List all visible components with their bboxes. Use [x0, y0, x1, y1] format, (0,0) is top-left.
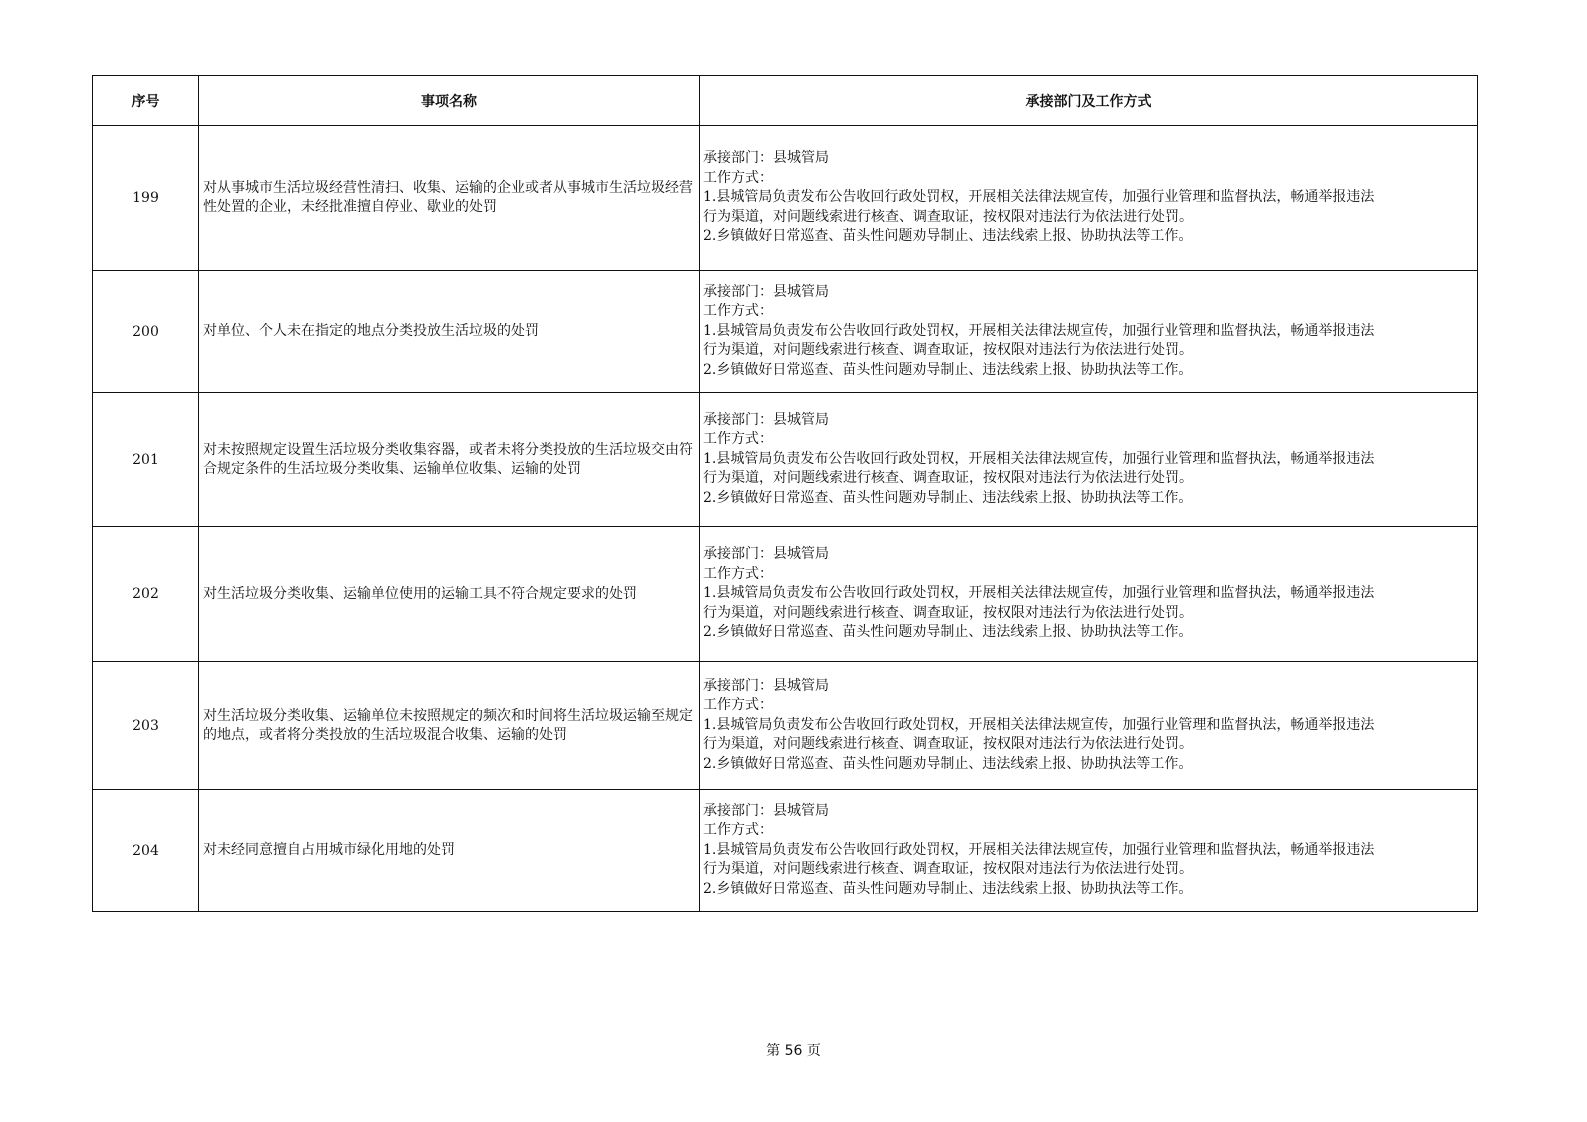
row-serial-number: 202: [93, 527, 199, 662]
method-line: 2.乡镇做好日常巡查、苗头性问题劝导制止、违法线索上报、协助执法等工作。: [703, 489, 1193, 506]
matters-table: [92, 75, 1478, 912]
method-line: 2.乡镇做好日常巡查、苗头性问题劝导制止、违法线索上报、协助执法等工作。: [703, 228, 1193, 245]
method-line: 承接部门：县城管局: [703, 677, 829, 694]
row-department-method: [700, 126, 1478, 271]
method-line: 行为渠道，对问题线索进行核查、调查取证，按权限对违法行为依法进行处罚。: [703, 604, 1193, 621]
method-line: 1.县城管局负责发布公告收回行政处罚权，开展相关法律法规宣传，加强行业管理和监督执法，畅通举报违法: [703, 322, 1375, 339]
row-department-method: [700, 393, 1478, 527]
row-serial-number: 201: [93, 393, 199, 527]
method-line: 行为渠道，对问题线索进行核查、调查取证，按权限对违法行为依法进行处罚。: [703, 342, 1193, 359]
row-department-method: [700, 790, 1478, 912]
row-matter-name: 对生活垃圾分类收集、运输单位未按照规定的频次和时间将生活垃圾运输至规定的地点，或者将分类投放的生活垃圾混合收集、运输的处罚: [199, 662, 700, 790]
method-line: 工作方式：: [703, 565, 773, 582]
method-line: 1.县城管局负责发布公告收回行政处罚权，开展相关法律法规宣传，加强行业管理和监督执法，畅通举报违法: [703, 841, 1375, 858]
row-serial-number: 199: [93, 126, 199, 271]
method-line: 工作方式：: [703, 697, 773, 714]
table-header: [93, 76, 1478, 126]
header-department-and-method: 承接部门及工作方式: [700, 76, 1478, 126]
header-serial-number: 序号: [93, 76, 199, 126]
method-line: 行为渠道，对问题线索进行核查、调查取证，按权限对违法行为依法进行处罚。: [703, 470, 1193, 487]
page-number: 第 56 页: [766, 1043, 821, 1059]
method-line: 1.县城管局负责发布公告收回行政处罚权，开展相关法律法规宣传，加强行业管理和监督执法，畅通举报违法: [703, 716, 1375, 733]
method-line: 承接部门：县城管局: [703, 546, 829, 563]
method-line: 工作方式：: [703, 169, 773, 186]
row-matter-name: 对生活垃圾分类收集、运输单位使用的运输工具不符合规定要求的处罚: [199, 527, 700, 662]
method-line: 1.县城管局负责发布公告收回行政处罚权，开展相关法律法规宣传，加强行业管理和监督执法，畅通举报违法: [703, 450, 1375, 467]
row-matter-name: 对未经同意擅自占用城市绿化用地的处罚: [199, 790, 700, 912]
table-row: [93, 527, 1478, 662]
row-serial-number: 204: [93, 790, 199, 912]
method-line: 工作方式：: [703, 822, 773, 839]
row-matter-name: 对未按照规定设置生活垃圾分类收集容器，或者未将分类投放的生活垃圾交由符合规定条件的生活垃圾分类收集、运输单位收集、运输的处罚: [199, 393, 700, 527]
method-line: 2.乡镇做好日常巡查、苗头性问题劝导制止、违法线索上报、协助执法等工作。: [703, 880, 1193, 897]
method-line: 承接部门：县城管局: [703, 150, 829, 167]
method-line: 行为渠道，对问题线索进行核查、调查取证，按权限对违法行为依法进行处罚。: [703, 208, 1193, 225]
row-serial-number: 203: [93, 662, 199, 790]
row-department-method: [700, 662, 1478, 790]
method-line: 2.乡镇做好日常巡查、苗头性问题劝导制止、违法线索上报、协助执法等工作。: [703, 361, 1193, 378]
row-serial-number: 200: [93, 271, 199, 393]
method-line: 承接部门：县城管局: [703, 802, 829, 819]
method-line: 工作方式：: [703, 303, 773, 320]
header-matter-name: 事项名称: [199, 76, 700, 126]
header-row: [93, 76, 1478, 126]
method-line: 行为渠道，对问题线索进行核查、调查取证，按权限对违法行为依法进行处罚。: [703, 861, 1193, 878]
table-row: [93, 393, 1478, 527]
row-department-method: [700, 527, 1478, 662]
table-row: [93, 126, 1478, 271]
table-row: [93, 662, 1478, 790]
method-line: 行为渠道，对问题线索进行核查、调查取证，按权限对违法行为依法进行处罚。: [703, 736, 1193, 753]
method-line: 2.乡镇做好日常巡查、苗头性问题劝导制止、违法线索上报、协助执法等工作。: [703, 755, 1193, 772]
table-row: [93, 271, 1478, 393]
row-department-method: [700, 271, 1478, 393]
method-line: 承接部门：县城管局: [703, 411, 829, 428]
row-matter-name: 对从事城市生活垃圾经营性清扫、收集、运输的企业或者从事城市生活垃圾经营性处置的企业，未经批准擅自停业、歇业的处罚: [199, 126, 700, 271]
method-line: 1.县城管局负责发布公告收回行政处罚权，开展相关法律法规宣传，加强行业管理和监督执法，畅通举报违法: [703, 585, 1375, 602]
table-body: [93, 126, 1478, 912]
method-line: 工作方式：: [703, 431, 773, 448]
method-line: 承接部门：县城管局: [703, 283, 829, 300]
row-matter-name: 对单位、个人未在指定的地点分类投放生活垃圾的处罚: [199, 271, 700, 393]
table-row: [93, 790, 1478, 912]
method-line: 1.县城管局负责发布公告收回行政处罚权，开展相关法律法规宣传，加强行业管理和监督执法，畅通举报违法: [703, 189, 1375, 206]
method-line: 2.乡镇做好日常巡查、苗头性问题劝导制止、违法线索上报、协助执法等工作。: [703, 624, 1193, 641]
